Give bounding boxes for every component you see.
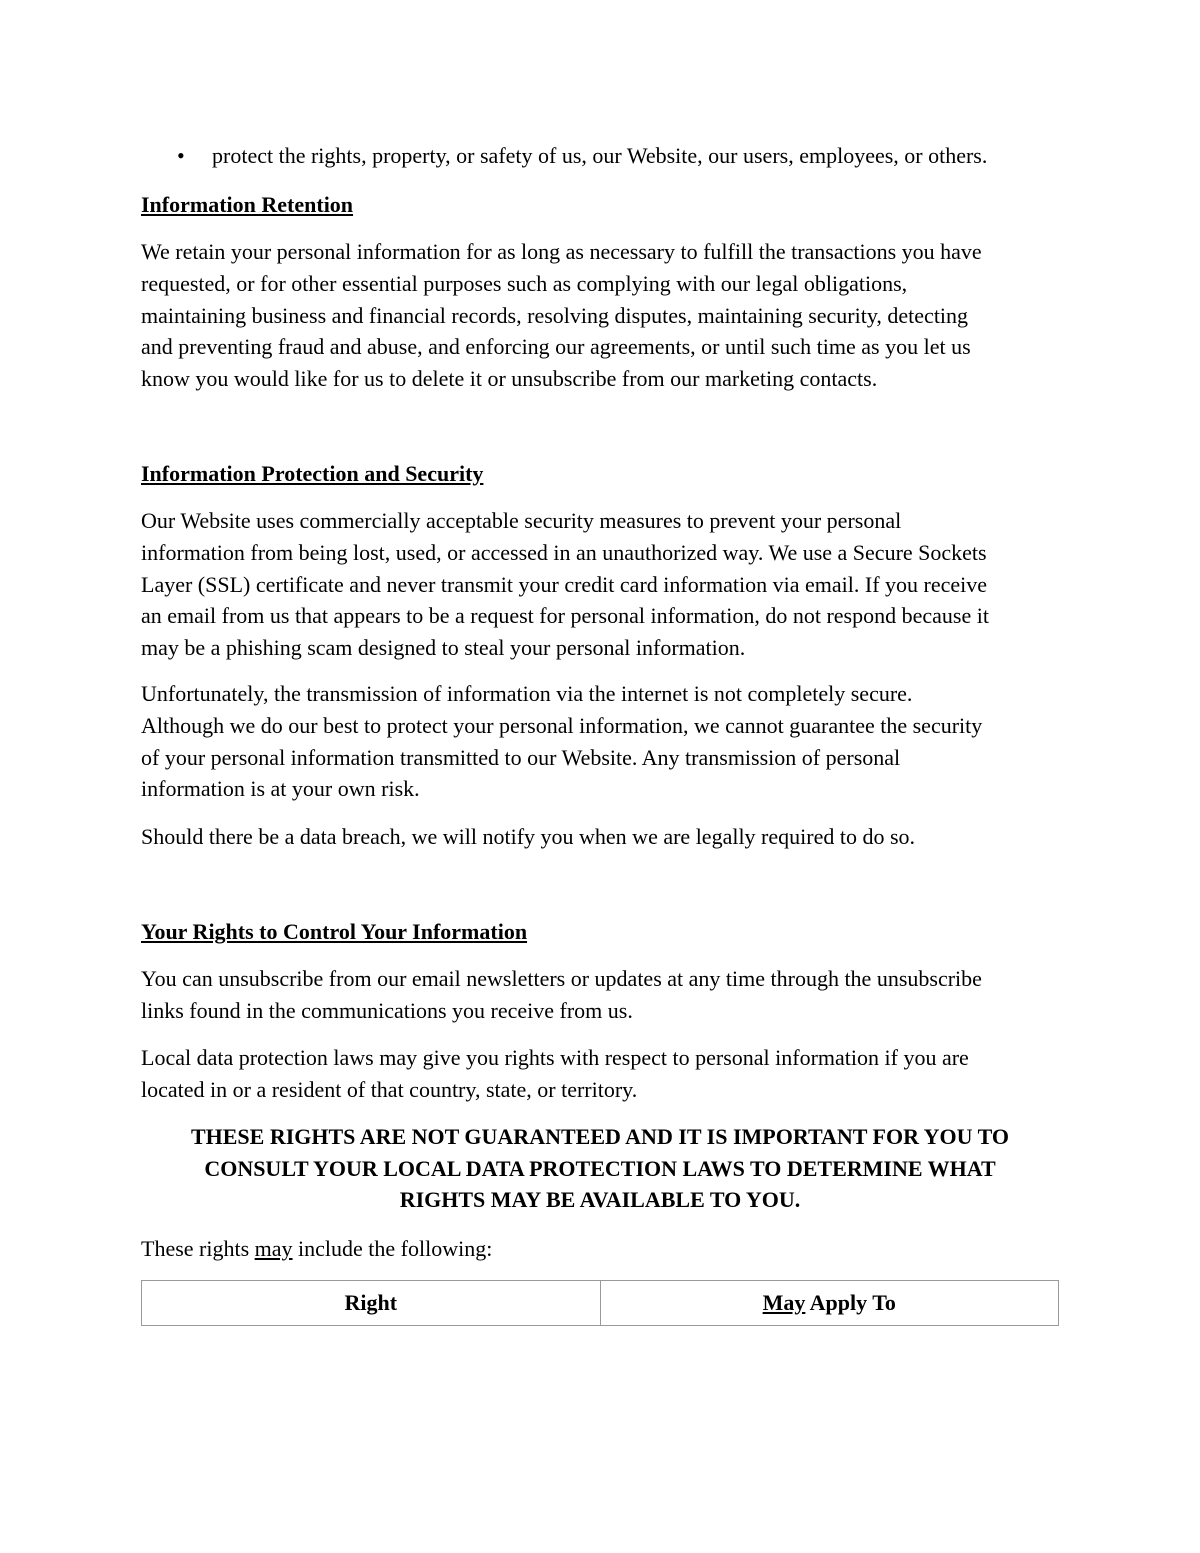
include-suffix: include the following:: [292, 1236, 493, 1261]
notice-line: CONSULT YOUR LOCAL DATA PROTECTION LAWS TO DETERMINE WHAT: [204, 1155, 996, 1181]
paragraph-line: [141, 1233, 1061, 1265]
include-prefix: These rights: [141, 1236, 255, 1261]
rights-include-paragraph: [141, 1233, 1061, 1265]
table-header-rest: Apply To: [805, 1290, 896, 1315]
notice-line: RIGHTS MAY BE AVAILABLE TO YOU.: [399, 1187, 801, 1212]
rights-table: [141, 1280, 1059, 1326]
paragraph-line: You can unsubscribe from our email newsletters or updates at any time through the unsubscribe: [141, 966, 982, 991]
paragraph-line: maintaining business and financial records, resolving disputes, maintaining security, detecting: [141, 302, 969, 328]
paragraph-line: of your personal information transmitted to our Website. Any transmission of personal: [141, 744, 901, 770]
rights-notice: [141, 1121, 1059, 1216]
include-emphasis: may: [254, 1236, 293, 1261]
paragraph-line: know you would like for us to delete it or unsubscribe from our marketing contacts.: [141, 366, 878, 392]
paragraph-line: and preventing fraud and abuse, and enforcing our agreements, or until such time as you let us: [141, 334, 971, 360]
security-paragraph-1: [141, 505, 1061, 664]
bullet-text: protect the rights, property, or safety of us, our Website, our users, employees, or others.: [212, 143, 988, 168]
retention-paragraph: [141, 236, 1061, 395]
paragraph-line: Although we do our best to protect your personal information, we cannot guarantee the security: [141, 712, 983, 738]
paragraph-line: Should there be a data breach, we will notify you when we are legally required to do so.: [141, 824, 916, 849]
table-header-right-label: Right: [344, 1290, 398, 1315]
notice-line: THESE RIGHTS ARE NOT GUARANTEED AND IT IS IMPORTANT FOR YOU TO: [190, 1124, 1010, 1149]
paragraph-line: Local data protection laws may give you rights with respect to personal information if you are: [141, 1045, 969, 1070]
bullet-marker: •: [177, 143, 185, 168]
security-paragraph-3: [141, 821, 1061, 853]
heading-information-protection: Information Protection and Security: [141, 461, 484, 486]
rights-paragraph-1: [141, 963, 1061, 1027]
paragraph-line: requested, or for other essential purposes such as complying with our legal obligations,: [141, 270, 908, 296]
paragraph-line: information is at your own risk.: [141, 776, 420, 802]
paragraph-line: Our Website uses commercially acceptable security measures to prevent your personal: [141, 508, 902, 533]
paragraph-line: information from being lost, used, or accessed in an unauthorized way. We use a Secure Sockets: [141, 539, 987, 565]
paragraph-line: links found in the communications you receive from us.: [141, 997, 633, 1023]
paragraph-line: may be a phishing scam designed to steal your personal information.: [141, 635, 746, 661]
rights-paragraph-2: [141, 1042, 1061, 1106]
paragraph-line: We retain your personal information for as long as necessary to fulfill the transactions you have: [141, 239, 982, 264]
table-header-emphasis: May: [762, 1290, 806, 1315]
security-paragraph-2: [141, 678, 1061, 805]
paragraph-line: Unfortunately, the transmission of information via the internet is not completely secure.: [141, 681, 913, 706]
paragraph-line: Layer (SSL) certificate and never transmit your credit card information via email. If you receive: [141, 571, 988, 597]
table-header-right: [142, 1281, 600, 1325]
paragraph-line: located in or a resident of that country, state, or territory.: [141, 1076, 638, 1102]
paragraph-line: an email from us that appears to be a request for personal information, do not respond because it: [141, 603, 989, 629]
table-header-may-apply-to: [600, 1281, 1059, 1325]
heading-your-rights: Your Rights to Control Your Information: [141, 919, 528, 944]
heading-information-retention: Information Retention: [141, 192, 354, 217]
